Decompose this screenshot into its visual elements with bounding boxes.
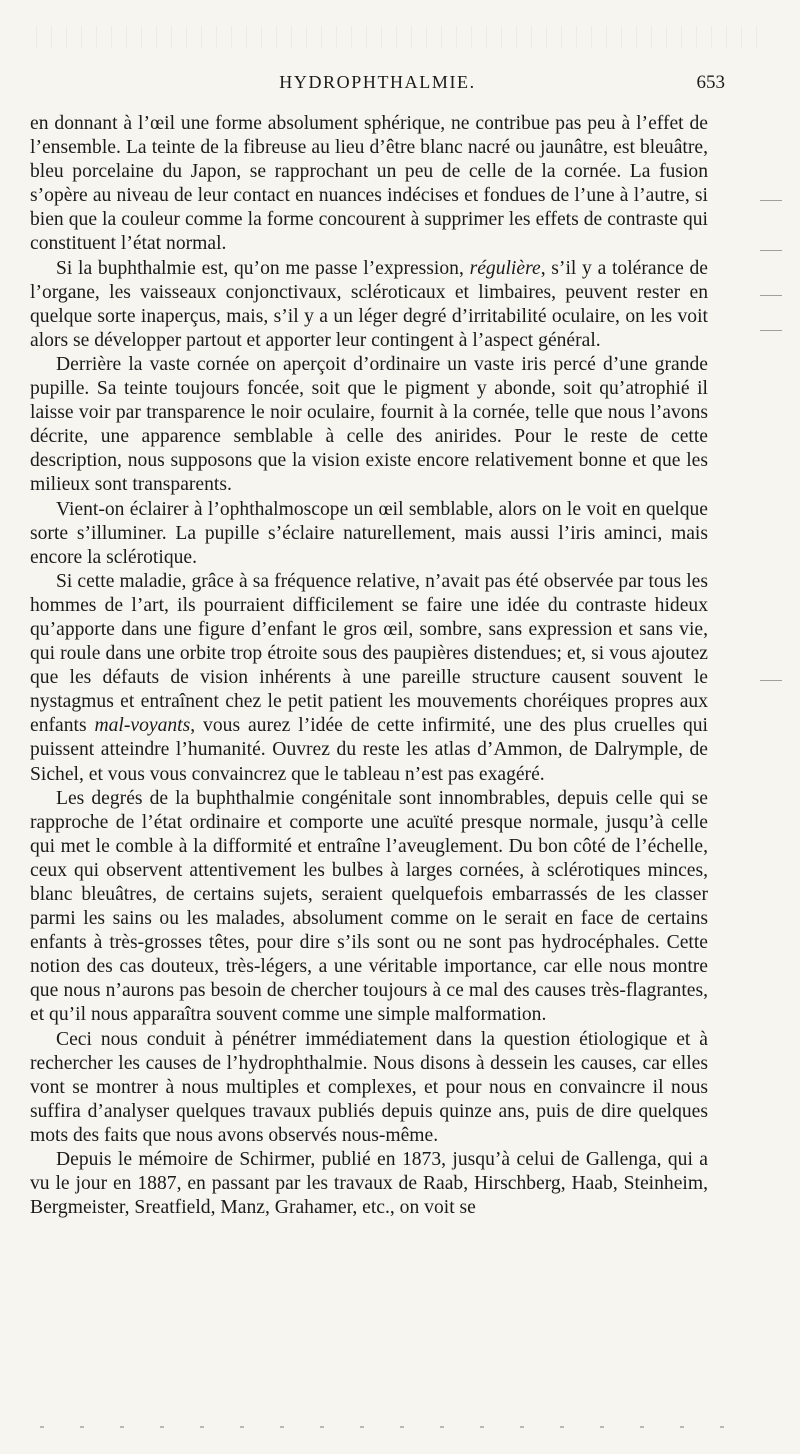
paragraph-text: Derrière la vaste cornée on aperçoit d’ordinaire un vaste iris percé d’une grande pupille. Sa teinte toujours foncée, soit que le pigment y abonde, soit qu’atrophié il laisse voir par transparence le noir oculaire, fournit à la cornée, telle que nous l’avons décrite, une apparence semblable à celle des anirides. Pour le reste de cette description, nous supposons que la vision existe encore relativement bonne et que les milieux sont transparents. [30, 353, 708, 496]
paragraph-3 [30, 353, 708, 498]
paragraph-4 [30, 498, 708, 570]
paragraph-text: Si cette maladie, grâce à sa fréquence relative, n’avait pas été observée par tous les hommes de l’art, ils pourraient difficilement se faire une idée du contraste hideux qu’apporte dans une figure d’enfant le gros œil, sombre, sans expression et sans vie, qui roule dans une orbite trop étroite sous des paupières distendues; et, si vous ajoutez que les défauts de vision inhérents à une pareille structure causent souvent le nystagmus et entraînent chez le petit patient les mouvements choréiques propres aux enfants [30, 570, 708, 737]
paragraph-text: , vous aurez l’idée de cette infirmité, une des plus cruelles qui puissent atteindre l’humanité. Ouvrez du reste les atlas d’Ammon, de Dalrymple, de Sichel, et vous vous convaincrez que le tableau n’est pas exagéré. [30, 715, 708, 785]
margin-mark [760, 250, 782, 251]
margin-mark [760, 330, 782, 331]
paragraph-text: Ceci nous conduit à pénétrer immédiatement dans la question étiologique et à rechercher les causes de l’hydrophthalmie. Nous disons à dessein les causes, car elles vont se montrer à nous multiples et complexes, et pour nous en convaincre il nous suffira d’analyser quelques travaux publiés depuis quinze ans, puis de dire quelques mots des faits que nous avons observés nous-même. [30, 1028, 708, 1146]
paragraph-7 [30, 1028, 708, 1148]
margin-mark [760, 295, 782, 296]
paragraph-text: en donnant à l’œil une forme absolument sphérique, ne contribue pas peu à l’effet de l’ensemble. La teinte de la fibreuse au lieu d’être blanc nacré ou jaunâtre, est bleuâtre, bleu porcelaine du Japon, se rapprochant un peu de celle de la cornée. La fusion s’opère au niveau de leur contact en nuances indécises et fondues de l’une à l’autre, si bien que la couleur comme la forme concourent à supprimer les effets de contraste qui constituent l’état normal. [30, 113, 708, 255]
margin-mark [760, 200, 782, 201]
page-header [30, 72, 725, 102]
italic-term: mal-voyants [94, 715, 191, 737]
paragraph-text: Depuis le mémoire de Schirmer, publié en 1873, jusqu’à celui de Gallenga, qui a vu le jour en 1887, en passant par les travaux de Raab, Hirschberg, Haab, Steinheim, Bergmeister, Sreatfield, Manz, Grahamer, etc., on voit se [30, 1149, 708, 1219]
scan-noise-bottom [40, 1426, 740, 1428]
paragraph-text: Vient-on éclairer à l’ophthalmoscope un œil semblable, alors on le voit en quelque sorte s’illuminer. La pupille s’éclaire naturellement, mais aussi l’iris aminci, mais encore la sclérotique. [30, 498, 708, 568]
paragraph-text: , s’il y a tolérance de l’organe, les vaisseaux conjonctivaux, scléroticaux et limbaires, peuvent rester en quelque sorte inaperçus, mais, s’il y a un léger degré d’irritabilité oculaire, on les voit alors se développer partout et apporter leur contingent à l’aspect général. [30, 257, 708, 351]
body-text [30, 112, 708, 1220]
paragraph-2 [30, 257, 708, 353]
paragraph-6 [30, 787, 708, 1028]
paragraph-text: Si la buphthalmie est, qu’on me passe l’expression, [56, 257, 470, 279]
paragraph-1 [30, 112, 708, 257]
paragraph-5 [30, 570, 708, 787]
margin-annotations [752, 140, 782, 1140]
paragraph-8 [30, 1148, 708, 1220]
paragraph-text: Les degrés de la buphthalmie congénitale sont innombrables, depuis celle qui se rapproche de l’état ordinaire et comporte une acuïté presque normale, jusqu’à celle qui met le comble à la difformité et entraîne l’aveuglement. Du bon côté de l’échelle, ceux qui observent attentivement les bulbes à larges cornées, à sclérotiques minces, blanc bleuâtres, de certains sujets, seraient quelquefois embarrassés de les classer parmi les sains ou les malades, absolument comme on le serait en face de certains enfants à très-grosses têtes, pour dire s’ils sont ou ne sont pas hydrocéphales. Cette notion des cas douteux, très-légers, a une véritable importance, car elle nous montre que nous n’aurons pas besoin de chercher toujours à ce mal des causes très-flagrantes, et qu’il nous apparaîtra souvent comme une simple malformation. [30, 787, 708, 1026]
italic-term: régulière [469, 257, 541, 279]
scan-noise-top [30, 26, 770, 48]
margin-mark [760, 680, 782, 681]
page-number: 653 [696, 72, 725, 93]
running-title: HYDROPHTHALMIE. [279, 72, 476, 92]
